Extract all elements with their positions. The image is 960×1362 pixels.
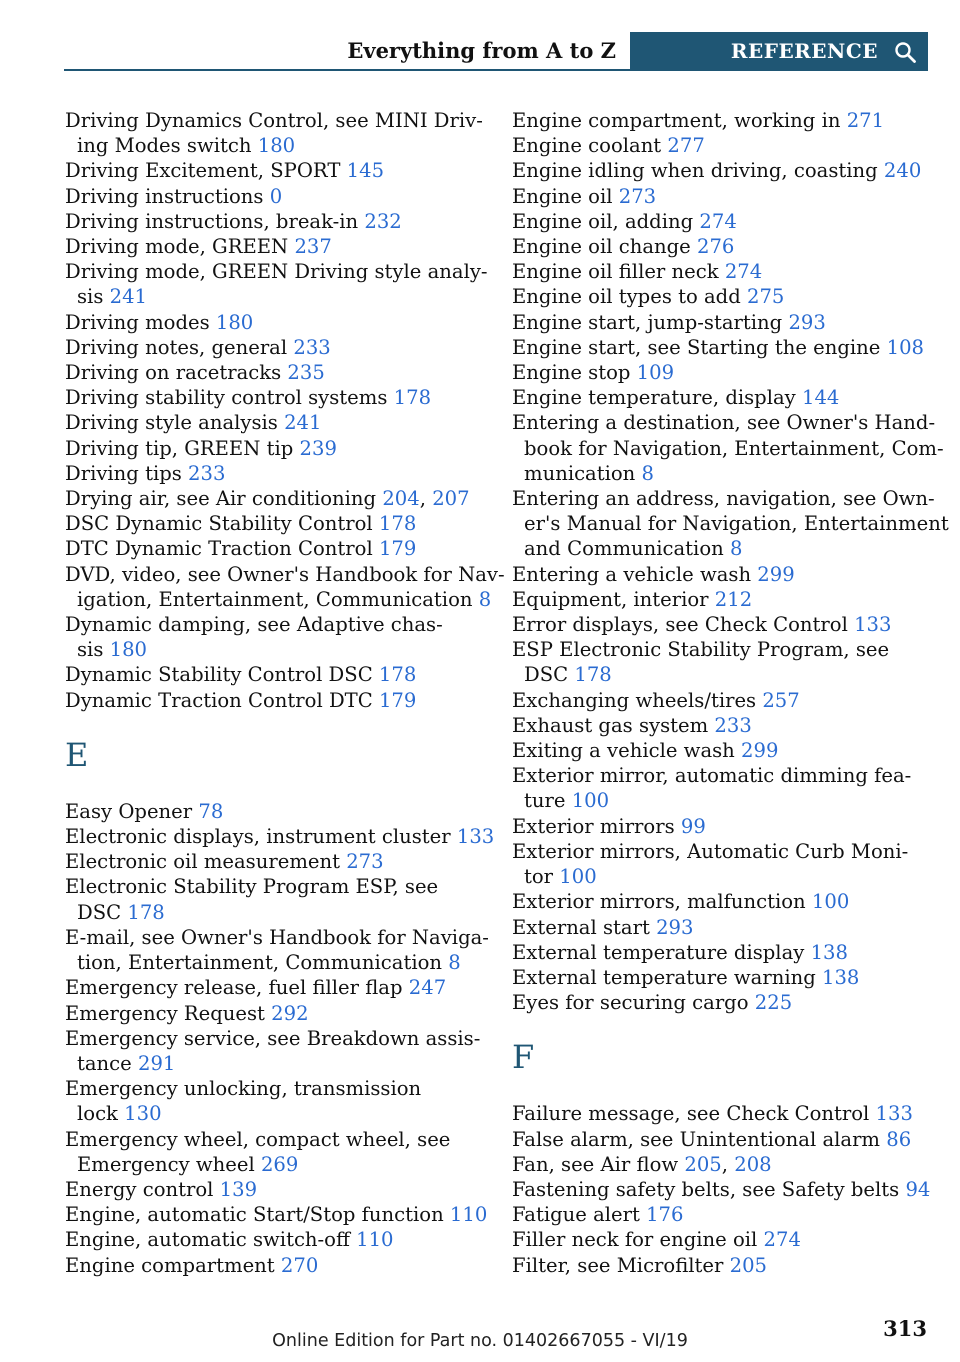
index-entry-text: DSC Dynamic Stability Control xyxy=(65,512,379,536)
page-link[interactable]: 276 xyxy=(697,235,735,259)
page-link[interactable]: 144 xyxy=(801,386,840,410)
index-entry-text: Exiting a vehicle wash xyxy=(512,739,742,763)
page-link[interactable]: 205 xyxy=(684,1152,722,1176)
index-entry xyxy=(512,360,932,385)
index-entry-text: Equipment, interior xyxy=(512,587,715,611)
page-link[interactable]: 239 xyxy=(299,436,337,460)
index-entry-text: lock xyxy=(77,1102,125,1126)
index-entry xyxy=(65,360,485,385)
index-entry-text: Emergency service, see Breakdown assis- xyxy=(65,1026,481,1050)
index-entry xyxy=(65,824,495,849)
reference-label: REFERENCE xyxy=(730,39,878,63)
index-entry-text: Engine, automatic Start/Stop function xyxy=(65,1203,450,1227)
index-entry-text: Driving tips xyxy=(65,461,189,485)
page-link[interactable]: 109 xyxy=(636,361,675,385)
edition-footer: Online Edition for Part no. 01402667055 - VI/19 xyxy=(272,1331,688,1351)
index-entry-text: Driving stability control systems xyxy=(65,386,394,410)
page-link[interactable]: 145 xyxy=(346,159,385,183)
index-column-left xyxy=(65,108,505,1278)
index-entry-text: Driving on racetracks xyxy=(65,361,288,385)
index-entry-text: Engine temperature, display xyxy=(512,386,802,410)
index-entry xyxy=(65,234,485,259)
index-entry-text: Emergency release, fuel filler flap xyxy=(65,976,409,1000)
index-entry xyxy=(512,1127,932,1152)
index-entry xyxy=(512,965,932,990)
index-entry-text: DTC Dynamic Traction Control xyxy=(65,537,379,561)
index-entry xyxy=(65,1127,485,1177)
index-entry-text: Fan, see Air flow xyxy=(512,1152,685,1176)
index-entry xyxy=(512,335,932,360)
page-link[interactable]: 205 xyxy=(729,1253,768,1277)
index-entry xyxy=(65,511,485,536)
index-entry-text: sis xyxy=(77,285,110,309)
index-entry xyxy=(65,1001,485,1026)
index-entry xyxy=(65,310,485,335)
index-entry-text: Drying air, see Air conditioning xyxy=(65,487,383,511)
index-entry xyxy=(512,310,932,335)
index-entry xyxy=(65,562,505,612)
index-entry xyxy=(512,234,932,259)
index-entry-text: Engine oil xyxy=(512,184,619,208)
index-entry xyxy=(512,108,932,133)
page-link[interactable]: 180 xyxy=(257,134,296,158)
index-entry-text: Emergency wheel, compact wheel, see xyxy=(65,1127,451,1151)
index-entry-text: Driving modes xyxy=(65,310,216,334)
index-entry xyxy=(512,562,932,587)
page-link[interactable]: 204 xyxy=(382,487,420,511)
page-link[interactable]: 212 xyxy=(714,587,753,611)
index-entry-text: Driving tip, GREEN tip xyxy=(65,436,300,460)
page-link[interactable]: 299 xyxy=(741,739,779,763)
index-entry-text: External temperature display xyxy=(512,940,811,964)
index-entry xyxy=(65,209,485,234)
page-link[interactable]: 178 xyxy=(574,663,612,687)
index-entry-text: Engine compartment xyxy=(65,1253,281,1277)
index-entry xyxy=(65,158,485,183)
page-link[interactable]: 273 xyxy=(346,850,384,874)
page-link[interactable]: 133 xyxy=(854,613,892,637)
index-entry-text: Filter, see Microfilter xyxy=(512,1253,730,1277)
index-entry xyxy=(512,612,932,637)
index-entry xyxy=(512,1227,932,1252)
index-entry-text: Emergency unlocking, transmission xyxy=(65,1077,422,1101)
page-link[interactable]: 99 xyxy=(680,814,706,838)
page-link[interactable]: 232 xyxy=(364,209,402,233)
index-entry-text: Error displays, see Check Control xyxy=(512,613,855,637)
page-link[interactable]: 207 xyxy=(432,487,470,511)
search-icon[interactable] xyxy=(893,40,917,64)
page-link[interactable]: 180 xyxy=(109,638,148,662)
index-entry xyxy=(512,889,932,914)
index-entry xyxy=(512,158,932,183)
page-link[interactable]: 178 xyxy=(127,900,165,924)
page-separator: , xyxy=(721,1152,735,1176)
page-link[interactable]: 178 xyxy=(378,663,417,687)
page-link[interactable]: 233 xyxy=(714,713,752,737)
index-entry xyxy=(512,587,932,612)
index-entry xyxy=(65,1202,488,1227)
page-link[interactable]: 8 xyxy=(478,587,492,611)
index-entry xyxy=(512,133,932,158)
index-entry xyxy=(512,713,932,738)
index-entry-text: Driving mode, GREEN Driving style analy- xyxy=(65,260,488,284)
index-entry-text: igation, Entertainment, Communication xyxy=(77,587,479,611)
index-entry-text: Exchanging wheels/tires xyxy=(512,688,763,712)
index-entry xyxy=(512,814,932,839)
page-link[interactable]: 271 xyxy=(846,109,885,132)
index-entry xyxy=(65,662,485,687)
page-link[interactable]: 94 xyxy=(905,1177,931,1201)
index-entry-text: Energy control xyxy=(65,1177,220,1201)
page-link[interactable]: 275 xyxy=(747,285,785,309)
index-entry xyxy=(512,688,932,713)
index-entry xyxy=(65,184,485,209)
index-entry-text: Dynamic Stability Control DSC xyxy=(65,663,379,687)
page-link[interactable]: 241 xyxy=(284,411,322,435)
index-entry-text: DVD, video, see Owner's Handbook for Nav- xyxy=(65,562,505,586)
index-entry-text: Failure message, see Check Control xyxy=(512,1102,876,1126)
index-entry-text: and Communication xyxy=(524,537,730,561)
page-link[interactable]: 299 xyxy=(757,562,795,586)
page-link[interactable]: 100 xyxy=(559,865,597,889)
page-link[interactable]: 86 xyxy=(886,1127,912,1151)
index-entry-text: Electronic Stability Program ESP, see xyxy=(65,875,439,899)
section-title: Everything from A to Z xyxy=(347,38,616,63)
page-link[interactable]: 8 xyxy=(448,951,461,975)
index-entry xyxy=(512,1253,932,1278)
index-entry-text: Eyes for securing cargo xyxy=(512,991,755,1015)
index-entry-text: Exterior mirrors, Automatic Curb Moni- xyxy=(512,839,909,863)
index-entry xyxy=(65,259,488,309)
index-entry xyxy=(65,436,485,461)
page-link[interactable]: 178 xyxy=(378,512,417,536)
index-entry-text: Engine idling when driving, coasting xyxy=(512,159,884,183)
index-entry-text: ing Modes switch xyxy=(77,134,258,158)
page-link[interactable]: 277 xyxy=(667,134,705,158)
page-link[interactable]: 108 xyxy=(886,335,925,359)
index-entry-text: ESP Electronic Stability Program, see xyxy=(512,638,890,662)
index-entry-text: External temperature warning xyxy=(512,965,822,989)
index-entry-text: Driving instructions, break-in xyxy=(65,209,365,233)
page-link[interactable]: 240 xyxy=(883,159,922,183)
index-entry xyxy=(512,1152,932,1177)
page-link[interactable]: 291 xyxy=(137,1051,176,1075)
page-link[interactable]: 130 xyxy=(124,1102,162,1126)
page-link[interactable]: 138 xyxy=(822,965,860,989)
index-entry-text: Engine compartment, working in xyxy=(512,109,847,132)
index-entry-text: Dynamic damping, see Adaptive chas- xyxy=(65,613,443,637)
index-entry xyxy=(65,108,485,158)
page-number: 313 xyxy=(883,1316,927,1341)
index-entry xyxy=(65,536,485,561)
index-entry-text: Driving Excitement, SPORT xyxy=(65,159,347,183)
index-entry xyxy=(512,385,932,410)
index-entry-text: Engine oil change xyxy=(512,235,697,259)
index-entry xyxy=(512,915,932,940)
index-entry xyxy=(512,259,932,284)
index-entry xyxy=(65,975,485,1000)
index-entry xyxy=(65,1076,485,1126)
index-entry-text: Emergency wheel xyxy=(77,1152,261,1176)
index-entry xyxy=(65,1177,485,1202)
page-header xyxy=(64,32,928,71)
index-entry-text: tion, Entertainment, Communication xyxy=(77,951,449,975)
page-link[interactable]: 110 xyxy=(449,1203,488,1227)
index-entry xyxy=(65,335,485,360)
index-entry xyxy=(512,1202,932,1227)
page-link[interactable]: 292 xyxy=(271,1001,309,1025)
index-entry xyxy=(65,849,485,874)
index-entry xyxy=(65,1253,485,1278)
index-entry xyxy=(512,209,932,234)
page-link[interactable]: 180 xyxy=(215,310,254,334)
index-entry xyxy=(65,1026,485,1076)
page-link[interactable]: 100 xyxy=(811,890,850,914)
index-entry-text: ture xyxy=(524,789,572,813)
page-link[interactable]: 8 xyxy=(729,537,743,561)
index-entry xyxy=(65,612,485,662)
page-link[interactable]: 273 xyxy=(618,184,657,208)
index-entry xyxy=(512,1101,932,1126)
index-entry-text: False alarm, see Unintentional alarm xyxy=(512,1127,887,1151)
index-entry xyxy=(65,1227,485,1252)
page-separator: , xyxy=(419,487,433,511)
page-link[interactable]: 257 xyxy=(762,688,800,712)
index-entry-text: DSC xyxy=(77,900,128,924)
index-entry xyxy=(512,637,932,687)
index-entry-text: Exterior mirrors xyxy=(512,814,681,838)
index-entry xyxy=(512,940,932,965)
index-entry xyxy=(65,925,489,975)
page-link[interactable]: 233 xyxy=(293,335,331,359)
index-entry xyxy=(512,284,932,309)
index-entry-text: DSC xyxy=(524,663,575,687)
index-entry xyxy=(512,486,949,562)
index-entry-text: sis xyxy=(77,638,110,662)
index-entry-text: er's Manual for Navigation, Entertainment xyxy=(524,512,949,536)
index-entry xyxy=(65,688,485,713)
section-letter: F xyxy=(512,1038,535,1077)
index-entry-text: Entering a vehicle wash xyxy=(512,562,758,586)
page-link[interactable]: 237 xyxy=(294,235,332,259)
index-entry xyxy=(65,461,485,486)
page-link[interactable]: 110 xyxy=(356,1228,394,1252)
index-entry-text: E-mail, see Owner's Handbook for Naviga- xyxy=(65,925,489,949)
header-rule xyxy=(64,69,928,71)
index-entry xyxy=(512,410,944,486)
index-entry-text: Emergency Request xyxy=(65,1001,272,1025)
page-link[interactable]: 274 xyxy=(724,260,763,284)
page-link[interactable]: 247 xyxy=(408,976,447,1000)
index-entry-text: munication xyxy=(524,461,642,485)
index-entry xyxy=(512,990,932,1015)
page-link[interactable]: 133 xyxy=(456,825,495,849)
index-column-right xyxy=(512,108,949,1278)
index-entry-text: Exhaust gas system xyxy=(512,713,715,737)
page-link[interactable]: 274 xyxy=(763,1228,801,1252)
index-entry xyxy=(65,874,485,924)
index-entry-text: Driving notes, general xyxy=(65,335,294,359)
page-link[interactable]: 293 xyxy=(656,915,694,939)
index-entry xyxy=(512,839,932,889)
index-entry-text: Easy Opener xyxy=(65,799,199,823)
index-entry-text: Electronic displays, instrument cluster xyxy=(65,825,457,849)
index-entry-text: Engine oil, adding xyxy=(512,209,700,233)
index-entry-text: Engine oil filler neck xyxy=(512,260,725,284)
index-entry-text: tor xyxy=(524,865,560,889)
page-link[interactable]: 78 xyxy=(198,799,224,823)
index-entry-text: Driving mode, GREEN xyxy=(65,235,295,259)
page-link[interactable]: 178 xyxy=(393,386,432,410)
index-entry-text: Exterior mirrors, malfunction xyxy=(512,890,812,914)
page-link[interactable]: 270 xyxy=(280,1253,319,1277)
index-entry-text: Entering a destination, see Owner's Hand- xyxy=(512,411,936,435)
page-link[interactable]: 138 xyxy=(810,940,848,964)
page-link[interactable]: 233 xyxy=(188,461,226,485)
page-link[interactable]: 179 xyxy=(378,537,417,561)
index-entry-text: Exterior mirror, automatic dimming fea- xyxy=(512,764,912,788)
page-link[interactable]: 139 xyxy=(219,1177,258,1201)
page-link[interactable]: 274 xyxy=(699,209,737,233)
index-entry-text: External start xyxy=(512,915,657,939)
page-link[interactable]: 133 xyxy=(875,1102,913,1126)
index-entry-text: Engine start, jump-starting xyxy=(512,310,789,334)
index-entry-text: Engine stop xyxy=(512,361,637,385)
page-link[interactable]: 241 xyxy=(109,285,148,309)
index-entry-text: Driving Dynamics Control, see MINI Driv- xyxy=(65,109,483,132)
index-entry xyxy=(512,738,932,763)
index-entry-text: Filler neck for engine oil xyxy=(512,1228,764,1252)
index-entry-text: Dynamic Traction Control DTC xyxy=(65,688,379,712)
index-entry xyxy=(512,184,932,209)
page-link[interactable]: 225 xyxy=(754,991,793,1015)
page-link[interactable]: 176 xyxy=(646,1203,684,1227)
index-entry-text: Electronic oil measurement xyxy=(65,850,347,874)
index-entry xyxy=(512,1177,932,1202)
index-entry xyxy=(65,385,485,410)
index-entry-text: Engine start, see Starting the engine xyxy=(512,335,887,359)
index-entry-text: Driving instructions xyxy=(65,184,270,208)
index-entry-text: Fastening safety belts, see Safety belts xyxy=(512,1177,906,1201)
index-entry xyxy=(65,799,485,824)
index-entry-text: book for Navigation, Entertainment, Com- xyxy=(524,436,944,460)
page-link[interactable]: 100 xyxy=(571,789,610,813)
page-link[interactable]: 179 xyxy=(378,688,417,712)
index-entry xyxy=(512,763,932,813)
index-entry-text: Engine coolant xyxy=(512,134,668,158)
page-link[interactable]: 8 xyxy=(641,461,654,485)
index-entry-text: Entering an address, navigation, see Own- xyxy=(512,487,935,511)
page-link[interactable]: 293 xyxy=(788,310,826,334)
page-link[interactable]: 208 xyxy=(734,1152,772,1176)
index-entry-text: Engine, automatic switch-off xyxy=(65,1228,357,1252)
page-link[interactable]: 269 xyxy=(260,1152,299,1176)
section-letter: E xyxy=(65,735,89,774)
index-entry-text: tance xyxy=(77,1051,138,1075)
index-entry xyxy=(65,410,485,435)
index-entry-text: Engine oil types to add xyxy=(512,285,747,309)
index-entry xyxy=(65,486,485,511)
index-entry-text: Driving style analysis xyxy=(65,411,285,435)
index-entry-text: Fatigue alert xyxy=(512,1203,647,1227)
reference-tab[interactable] xyxy=(630,32,928,71)
page-link[interactable]: 235 xyxy=(287,361,325,385)
page-link[interactable]: 0 xyxy=(269,184,283,208)
